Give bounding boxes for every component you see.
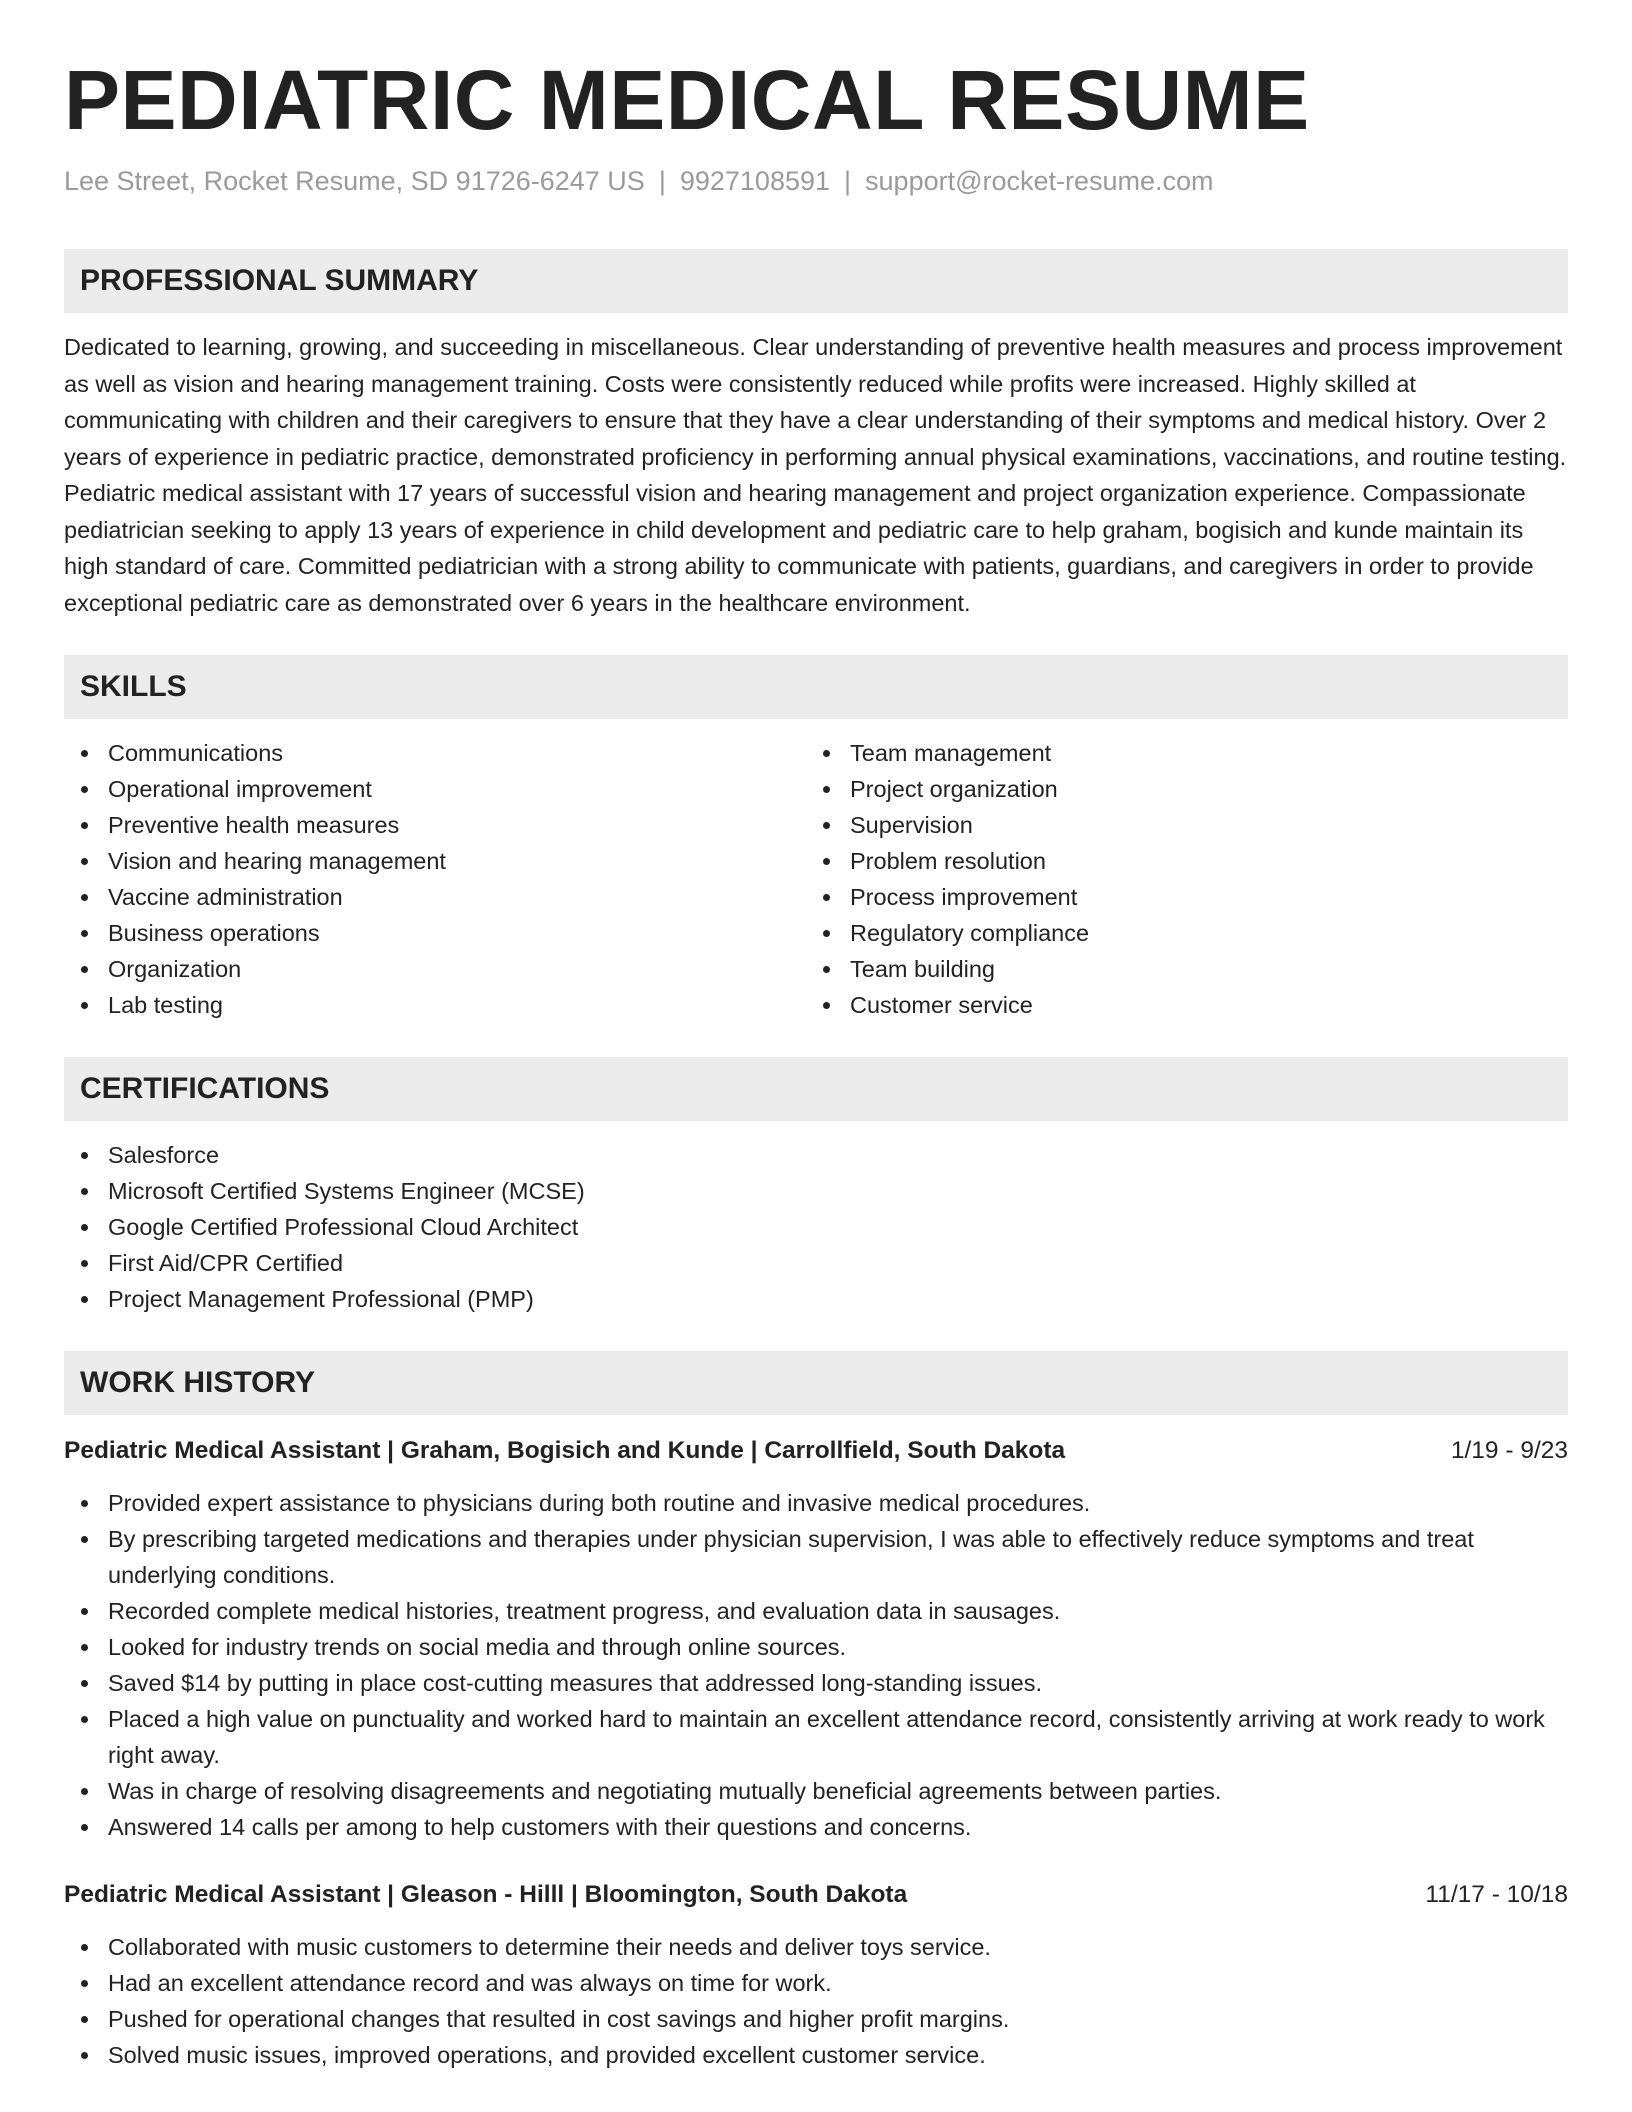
job-title: Pediatric Medical Assistant | Gleason - Hilll | Bloomington, South Dakota	[64, 1881, 908, 1908]
summary-text: Dedicated to learning, growing, and succeeding in miscellaneous. Clear understanding of preventive health measures and process improvement as well as vision and hearing management training. Costs were consistently reduced while profits were increased. Highly skilled at communicating with children and their caregivers to ensure that they have a clear understanding of their symptoms and medical history. Over 2 years of experience in pediatric practice, demonstrated proficiency in performing annual physical examinations, vaccinations, and routine testing. Pediatric medical assistant with 17 years of successful vision and hearing management and project organization experience. Compassionate pediatrician seeking to apply 13 years of experience in child development and pediatric care to help graham, bogisich and kunde maintain its high standard of care. Committed pediatrician with a strong ability to communicate with patients, guardians, and caregivers in order to provide exceptional pediatric care as demonstrated over 6 years in the healthcare environment.	[64, 334, 1567, 616]
job-bullets	[64, 1485, 1568, 1845]
skill-item: Process improvement	[806, 879, 1548, 915]
skill-item: Organization	[64, 951, 806, 987]
job-bullet: Recorded complete medical histories, treatment progress, and evaluation data in sausages.	[64, 1593, 1568, 1629]
contact-phone: 9927108591	[679, 166, 831, 196]
contact-separator: |	[844, 166, 852, 196]
job-title: Pediatric Medical Assistant | Graham, Bogisich and Kunde | Carrollfield, South Dakota	[64, 1437, 1066, 1464]
certification-item: Google Certified Professional Cloud Architect	[64, 1209, 1568, 1245]
skills-list-right	[806, 735, 1548, 1023]
job-bullet: Pushed for operational changes that resulted in cost savings and higher profit margins.	[64, 2001, 1568, 2037]
job-bullet: Provided expert assistance to physicians during both routine and invasive medical procedures.	[64, 1485, 1568, 1521]
job-header	[64, 1435, 1568, 1467]
job-dates: 11/17 - 10/18	[1425, 1881, 1568, 1908]
certification-item: Salesforce	[64, 1137, 1568, 1173]
job-entry	[64, 1879, 1568, 2073]
contact-line	[64, 168, 1568, 195]
skill-item: Vision and hearing management	[64, 843, 806, 879]
skills-list-left	[64, 735, 806, 1023]
skill-item: Vaccine administration	[64, 879, 806, 915]
job-bullet: Solved music issues, improved operations, and provided excellent customer service.	[64, 2037, 1568, 2073]
contact-address: Lee Street, Rocket Resume, SD 91726-6247 US	[64, 166, 645, 196]
skill-item: Lab testing	[64, 987, 806, 1023]
skill-item: Problem resolution	[806, 843, 1548, 879]
resume-title: PEDIATRIC MEDICAL RESUME	[64, 53, 1310, 147]
job-bullet: By prescribing targeted medications and therapies under physician supervision, I was able to effectively reduce symptoms and treat underlying conditions.	[64, 1521, 1568, 1593]
certification-item: Microsoft Certified Systems Engineer (MCSE)	[64, 1173, 1568, 1209]
contact-email: support@rocket-resume.com	[865, 166, 1214, 196]
job-bullet: Looked for industry trends on social media and through online sources.	[64, 1629, 1568, 1665]
job-bullet: Saved $14 by putting in place cost-cutting measures that addressed long-standing issues.	[64, 1665, 1568, 1701]
job-bullet: Was in charge of resolving disagreements and negotiating mutually beneficial agreements between parties.	[64, 1773, 1568, 1809]
skill-item: Operational improvement	[64, 771, 806, 807]
skill-item: Supervision	[806, 807, 1548, 843]
skill-item: Communications	[64, 735, 806, 771]
job-bullet: Had an excellent attendance record and was always on time for work.	[64, 1965, 1568, 2001]
section-heading-summary: PROFESSIONAL SUMMARY	[64, 249, 1568, 313]
skills-grid	[64, 735, 1568, 1023]
skill-item: Team management	[806, 735, 1548, 771]
section-heading-skills: SKILLS	[64, 655, 1568, 719]
job-dates: 1/19 - 9/23	[1450, 1437, 1568, 1464]
skill-item: Team building	[806, 951, 1548, 987]
contact-separator: |	[658, 166, 666, 196]
job-bullet: Answered 14 calls per among to help customers with their questions and concerns.	[64, 1809, 1568, 1845]
job-bullet: Placed a high value on punctuality and worked hard to maintain an excellent attendance record, consistently arriving at work ready to work right away.	[64, 1701, 1568, 1773]
skill-item: Regulatory compliance	[806, 915, 1548, 951]
job-header	[64, 1879, 1568, 1911]
skill-item: Business operations	[64, 915, 806, 951]
skill-item: Preventive health measures	[64, 807, 806, 843]
section-heading-work-history: WORK HISTORY	[64, 1351, 1568, 1415]
job-bullet: Collaborated with music customers to determine their needs and deliver toys service.	[64, 1929, 1568, 1965]
skill-item: Customer service	[806, 987, 1548, 1023]
job-entry	[64, 1435, 1568, 1845]
section-heading-certifications: CERTIFICATIONS	[64, 1057, 1568, 1121]
certification-item: Project Management Professional (PMP)	[64, 1281, 1568, 1317]
job-bullets	[64, 1929, 1568, 2073]
skill-item: Project organization	[806, 771, 1548, 807]
certifications-list	[64, 1137, 1568, 1317]
certification-item: First Aid/CPR Certified	[64, 1245, 1568, 1281]
